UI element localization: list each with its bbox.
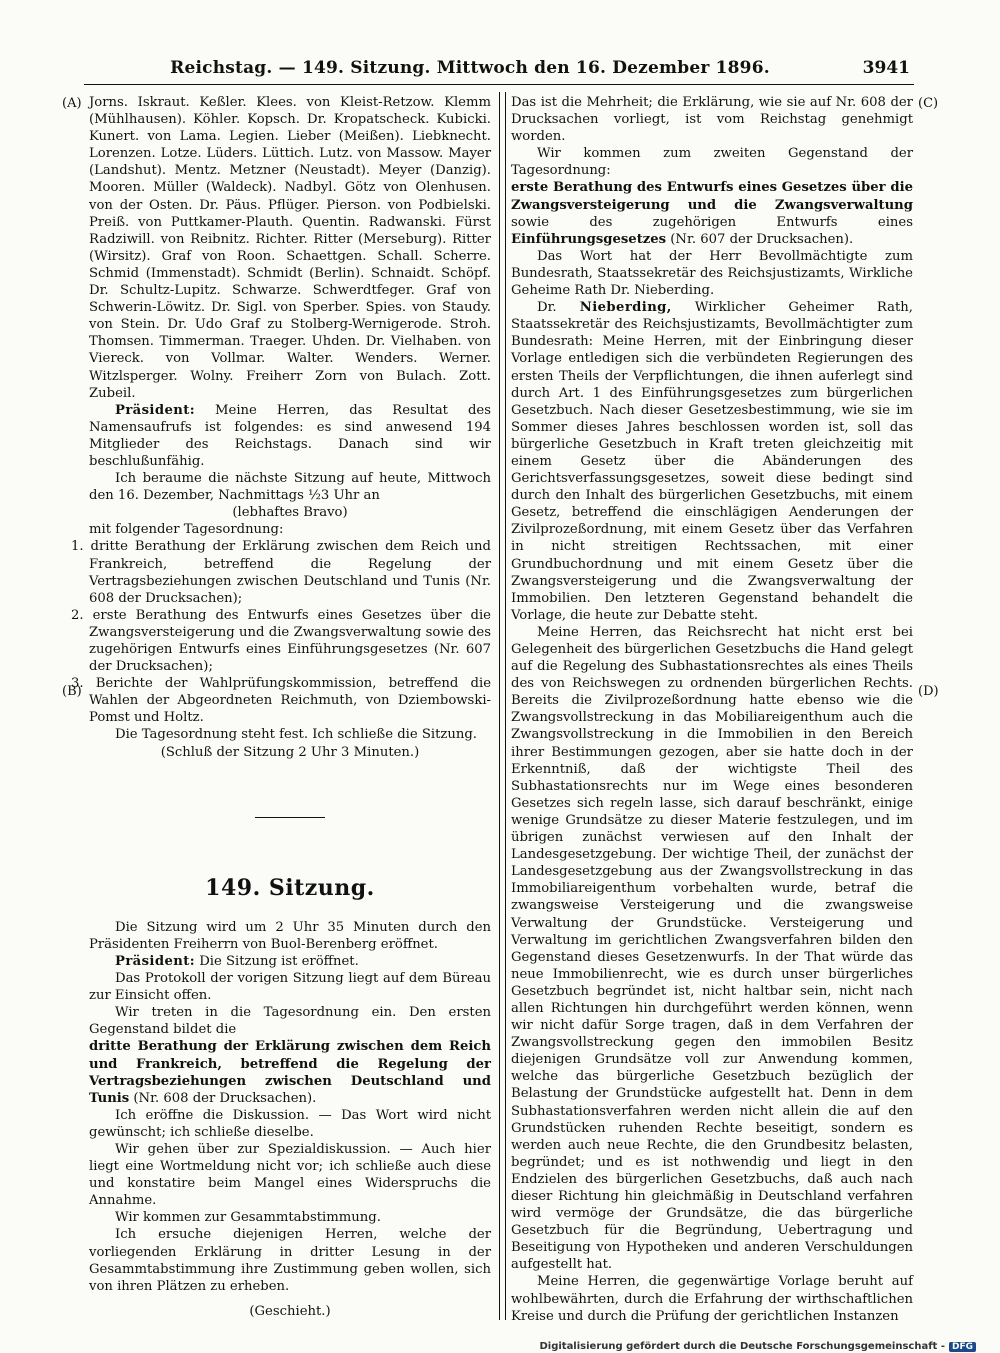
paragraph: Ich ersuche diejenigen Herren, welche der vorliegenden Erklärung in dritter Lesung in der Gesammtabstimmung ihre Zustimmung geben wollen, sich von ihren Plätzen zu erheben. <box>89 1227 491 1294</box>
section-rule <box>255 817 325 818</box>
speaker-title: Dr. <box>537 300 580 316</box>
paragraph: Wir gehen über zur Spezialdiskussion. — Auch hier liegt eine Wortmeldung nicht vor; ich schließe auch diese und konstatire beim Mangel eines Widerspruchs die Annahme. <box>89 1141 491 1209</box>
margin-mark-b: (B) <box>62 684 82 699</box>
agenda-intro: mit folgender Tagesordnung: <box>89 522 284 538</box>
footer-credit <box>539 1341 976 1352</box>
paragraph: Die Sitzung wird um 2 Uhr 35 Minuten durch den Präsidenten Freiherrn von Buol-Berenberg eröffnet. <box>89 919 491 952</box>
paragraph: Ich eröffne die Diskussion. — Das Wort wird nicht gewünscht; ich schließe dieselbe. <box>89 1107 491 1140</box>
column-divider <box>499 92 506 1320</box>
speech-text: Wirklicher Geheimer Rath, Staatssekretär des Reichsjustizamts, Bevollmächtigter zum Bundesrath: Meine Herren, mit der Einbringung dieser Vorlage entledigen sich die verbündeten Regierungen des ersten Theils der Verpflichtungen, die ihnen auferlegt sind durch Art. 1 des Einführungsgesetzes zum bürgerlichen Gesetzbuch. Nach dieser Gesetzesbestimmung, wie sie im Sommer dieses Jahres beschlossen worden ist, soll das bürgerliche Gesetzbuch in Kraft treten gleichzeitig mit einem Gesetz über die Abänderungen des Gerichtsverfassungsgesetzes, soweit diese bedingt sind durch den Inhalt des bürgerlichen Gesetzbuchs, mit einem Gesetz, betreffend die einschlägigen Aenderungen der Zivilprozeßordnung, mit einem Gesetz über das Verfahren in nicht streitigen Rechtssachen, mit einer Grundbuchordnung und mit einem Gesetz über die Zwangsversteigerung und die Zwangsverwaltung der Immobilien. Den letzteren Gegenstand behandelt die Vorlage, die heute zur Debatte steht. <box>511 300 913 623</box>
agenda-item: 3. Berichte der Wahlprüfungskommission, betreffend die Wahlen der Abgeordneten Reichmuth, von Dziembowski-Pomst und Holtz. <box>71 676 491 726</box>
left-column <box>71 94 491 1320</box>
agenda-fixed: Die Tagesordnung steht fest. Ich schließe die Sitzung. <box>115 727 477 743</box>
header-rule <box>84 84 914 85</box>
agenda-subject <box>89 1038 491 1106</box>
paragraph: Das ist die Mehrheit; die Erklärung, wie sie auf Nr. 608 der Drucksachen vorliegt, ist vom Reichstag genehmigt worden. <box>511 95 913 145</box>
agenda-item: 2. erste Berathung des Entwurfs eines Gesetzes über die Zwangsversteigerung und die Zwangsverwaltung sowie des zugehörigen Entwurfs eines Einführungsgesetzes (Nr. 607 der Drucksachen); <box>71 607 491 675</box>
paragraph: Das Wort hat der Herr Bevollmächtigte zum Bundesrath, Staatssekretär des Reichsjustizamts, Wirkliche Geheime Rath Dr. Nieberding. <box>511 248 913 299</box>
agenda-subject <box>511 179 913 247</box>
paragraph: Meine Herren, die gegenwärtige Vorlage beruht auf wohlbewährten, durch die Erfahrung der wirthschaftlichen Kreise und durch die Prüfung der gerichtlichen Instanzen <box>511 1274 913 1324</box>
paragraph: Wir kommen zum zweiten Gegenstand der Tagesordnung: <box>511 146 913 179</box>
margin-mark-a: (A) <box>62 96 82 111</box>
president-statement <box>89 953 491 970</box>
speaker-label: Nieberding, <box>579 300 672 316</box>
subject-bold: dritte Berathung der Erklärung zwischen dem Reich und Frankreich, betreffend die Regelung der Vertragsbeziehungen zwischen Deutschland und Tunis <box>89 1039 491 1106</box>
president-statement <box>89 402 491 470</box>
paragraph: Wir treten in die Tagesordnung ein. Den ersten Gegenstand bildet die <box>89 1005 491 1038</box>
subject-bold: erste Berathung des Entwurfs eines Gesetzes über die Zwangsversteigerung und die Zwangsverwaltung <box>511 180 913 213</box>
dfg-logo: DFG <box>949 1342 976 1352</box>
page-header <box>90 58 910 84</box>
right-column <box>511 94 913 1325</box>
footer-text: Digitalisierung gefördert durch die Deutsche Forschungsgemeinschaft - <box>539 1341 945 1352</box>
running-title: Reichstag. — 149. Sitzung. Mittwoch den 16. Dezember 1896. <box>170 58 770 78</box>
statement-text: Die Sitzung ist eröffnet. <box>195 953 359 969</box>
margin-mark-d: (D) <box>918 684 939 699</box>
session-close: (Schluß der Sitzung 2 Uhr 3 Minuten.) <box>160 744 420 760</box>
session-title: 149. Sitzung. <box>205 874 375 901</box>
bravo-note: (lebhaftes Bravo) <box>232 505 348 521</box>
paragraph: Meine Herren, das Reichsrecht hat nicht erst bei Gelegenheit des bürgerlichen Gesetzbuchs die Hand gelegt auf die Regelung des Subhastationsrechtes als eines Theils des von Reichswegen zu ordnenden bürgerlichen Rechts. Bereits die Zivilprozeßordnung hatte ebenso wie die Zwangsvollstreckung in das Mobiliareigenthum auch die Zwangsvollstreckung in die Immobilien in den Bereich ihrer Bestimmungen gezogen, aber sie hatte doch in der Erkenntniß, daß der wichtigste Theil des Subhastationsrechts nur im Wege eines besonderen Gesetzes sich regeln lasse, sich darauf beschränkt, einige wenige Grundsätze zu dieser Materie festzulegen, und im übrigen zunächst verwiesen auf den Inhalt der Landesgesetzgebung. Der wichtige Theil, der zunächst der Landesgesetzgebung aus der Zwangsvollstreckung in das Immobiliareigenthum vorbehalten wurde, betraf die zwangsweise Versteigerung und die zwangsweise Verwaltung der Grundstücke. Versteigerung und Verwaltung im gerichtlichen Zwangsverfahren bilden den Gegenstand dieses Gesetzenwurfs. In der That würde das neue Immobilienrecht, wie es durch unser bürgerliches Gesetzbuch begründet ist, nicht haltbar sein, nicht nach allen Richtungen hin durchgeführt werden können, wenn wir nicht dafür Sorge tragen, daß in dem Verfahren der Zwangsvollstreckung gegen den immobilen Besitz diejenigen Grundsätze voll zur Anwendung kommen, welche das bürgerliche Gesetzbuch bezüglich der Belastung der Grundstücke aufgestellt hat. Denn in dem Subhastationsverfahren werden nicht allein die auf den Grundstücken ruhenden Rechte beseitigt, sondern es werden auch neue Rechte, die den Grundbesitz belasten, begründet; und es ist nothwendig und liegt in den Endzielen des bürgerlichen Gesetzbuchs, daß auch nach dieser Richtung hin gleichmäßig in Deutschland verfahren wird vermöge der Grundsätze, die das bürgerliche Gesetzbuch für die Begründung, Uebertragung und Beseitigung von Hypotheken und anderen Verschuldungen aufgestellt hat. <box>511 624 913 1273</box>
paragraph: Wir kommen zur Gesammtabstimmung. <box>115 1210 381 1226</box>
speaker-label: Präsident: <box>115 402 196 418</box>
subject-bold-2: Einführungsgesetzes <box>511 231 667 247</box>
subject-mid: sowie des zugehörigen Entwurfs eines <box>511 214 913 230</box>
speaker-label: Präsident: <box>115 953 196 969</box>
member-list: Jorns. Iskraut. Keßler. Klees. von Kleist-Retzow. Klemm (Mühlhausen). Köhler. Kopsch. Dr. Kropatscheck. Kubicki. Kunert. von Lama. Legien. Lieber (Meißen). Liebknecht. Lorenzen. Lotze. Lüders. Lüttich. Lutz. von Massow. Mayer (Landshut). Mentz. Metzner (Neustadt). Meyer (Danzig). Mooren. Müller (Waldeck). Nadbyl. Götz von Olenhusen. von der Osten. Dr. Päus. Pflüger. Pierson. von Podbielski. Preiß. von Puttkamer-Plauth. Quentin. Radwanski. Fürst Radziwill. von Reibnitz. Richter. Ritter (Merseburg). Ritter (Wirsitz). Graf von Roon. Schaettgen. Schall. Scherre. Schmid (Immenstadt). Schmidt (Berlin). Schnaidt. Schöpf. Dr. Schultz-Lupitz. Schwarze. Schwerdtfeger. Graf von Schwerin-Löwitz. Dr. Sigl. von Sperber. Spies. von Staudy. von Stein. Dr. Udo Graf zu Stolberg-Wernigerode. Stroh. Thomsen. Timmerman. Traeger. Uhden. Dr. Vielhaben. von Viereck. von Vollmar. Walter. Wenders. Werner. Witzlsperger. Wolny. Freiherr Zorn von Bulach. Zott. Zubeil. <box>89 95 491 401</box>
statement-text: Meine Herren, das Resultat des Namensaufrufs ist folgendes: es sind anwesend 194 Mitglieder des Reichstags. Danach sind wir beschlußunfähig. <box>89 402 491 469</box>
subject-tail: (Nr. 607 der Drucksachen). <box>666 231 854 247</box>
next-session-text: Ich beraume die nächste Sitzung auf heute, Mittwoch den 16. Dezember, Nachmittags ½3 Uhr an <box>89 471 491 504</box>
speech <box>511 299 913 624</box>
paragraph: Das Protokoll der vorigen Sitzung liegt auf dem Büreau zur Einsicht offen. <box>89 971 491 1004</box>
action-note: (Geschieht.) <box>249 1303 331 1319</box>
subject-tail: (Nr. 608 der Drucksachen). <box>129 1090 317 1106</box>
page-number: 3941 <box>862 58 910 78</box>
margin-mark-c: (C) <box>918 96 939 111</box>
agenda-item: 1. dritte Berathung der Erklärung zwischen dem Reich und Frankreich, betreffend die Regelung der Vertragsbeziehungen zwischen Deutschland und Tunis (Nr. 608 der Drucksachen); <box>71 539 491 606</box>
